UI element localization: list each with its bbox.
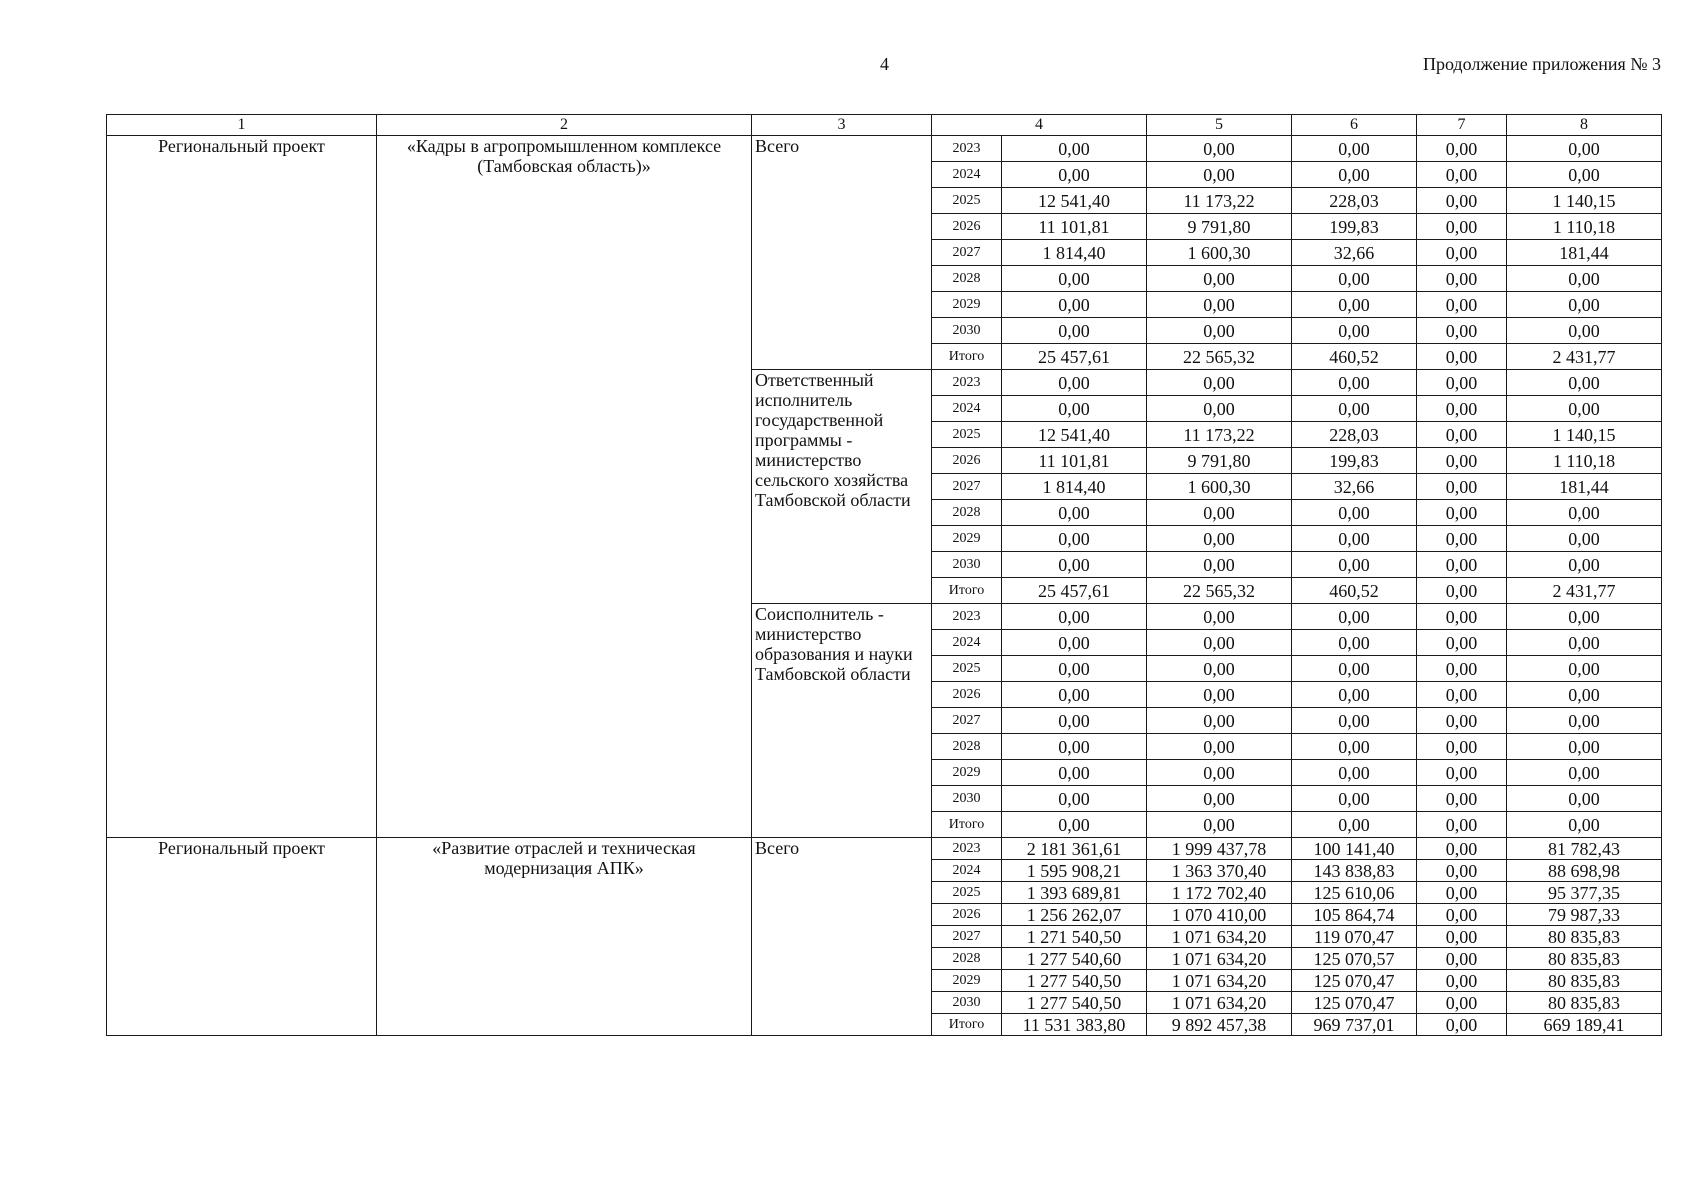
amount-cell: 0,00	[1292, 682, 1417, 708]
amount-cell: 0,00	[1417, 162, 1507, 188]
year-cell: 2028	[932, 948, 1002, 970]
column-number: 7	[1417, 115, 1507, 136]
amount-cell: 0,00	[1002, 136, 1147, 162]
amount-cell: 25 457,61	[1002, 578, 1147, 604]
year-cell: 2024	[932, 396, 1002, 422]
amount-cell: 80 835,83	[1507, 948, 1662, 970]
amount-cell: 1 393 689,81	[1002, 882, 1147, 904]
amount-cell: 0,00	[1002, 292, 1147, 318]
amount-cell: 0,00	[1507, 630, 1662, 656]
year-cell: 2026	[932, 214, 1002, 240]
amount-cell: 0,00	[1147, 526, 1292, 552]
amount-cell: 0,00	[1417, 786, 1507, 812]
amount-cell: 0,00	[1002, 682, 1147, 708]
amount-cell: 0,00	[1507, 682, 1662, 708]
amount-cell: 22 565,32	[1147, 344, 1292, 370]
amount-cell: 0,00	[1417, 760, 1507, 786]
amount-cell: 0,00	[1147, 162, 1292, 188]
year-cell: 2027	[932, 240, 1002, 266]
amount-cell: 12 541,40	[1002, 188, 1147, 214]
amount-cell: 1 110,18	[1507, 448, 1662, 474]
year-cell: 2030	[932, 552, 1002, 578]
amount-cell: 0,00	[1417, 578, 1507, 604]
amount-cell: 1 140,15	[1507, 422, 1662, 448]
amount-cell: 11 173,22	[1147, 422, 1292, 448]
project-name-cell: «Кадры в агропромышленном комплексе (Тамбовская область)»	[377, 136, 752, 838]
amount-cell: 460,52	[1292, 578, 1417, 604]
year-cell: 2030	[932, 992, 1002, 1014]
amount-cell: 80 835,83	[1507, 926, 1662, 948]
amount-cell: 0,00	[1417, 136, 1507, 162]
amount-cell: 0,00	[1417, 734, 1507, 760]
amount-cell: 0,00	[1147, 630, 1292, 656]
year-cell: 2023	[932, 604, 1002, 630]
amount-cell: 0,00	[1292, 760, 1417, 786]
amount-cell: 0,00	[1417, 630, 1507, 656]
amount-cell: 0,00	[1292, 656, 1417, 682]
column-number: 2	[377, 115, 752, 136]
year-cell: 2026	[932, 448, 1002, 474]
amount-cell: 1 071 634,20	[1147, 948, 1292, 970]
amount-cell: 0,00	[1417, 904, 1507, 926]
amount-cell: 79 987,33	[1507, 904, 1662, 926]
amount-cell: 1 814,40	[1002, 474, 1147, 500]
amount-cell: 1 070 410,00	[1147, 904, 1292, 926]
amount-cell: 0,00	[1417, 992, 1507, 1014]
amount-cell: 0,00	[1417, 970, 1507, 992]
amount-cell: 0,00	[1417, 344, 1507, 370]
amount-cell: 1 256 262,07	[1002, 904, 1147, 926]
amount-cell: 0,00	[1292, 318, 1417, 344]
amount-cell: 11 531 383,80	[1002, 1014, 1147, 1036]
amount-cell: 12 541,40	[1002, 422, 1147, 448]
amount-cell: 0,00	[1002, 266, 1147, 292]
year-cell: 2023	[932, 136, 1002, 162]
amount-cell: 0,00	[1147, 604, 1292, 630]
amount-cell: 0,00	[1417, 838, 1507, 860]
amount-cell: 0,00	[1507, 266, 1662, 292]
year-cell: 2024	[932, 162, 1002, 188]
amount-cell: 0,00	[1507, 760, 1662, 786]
amount-cell: 0,00	[1292, 708, 1417, 734]
amount-cell: 1 600,30	[1147, 240, 1292, 266]
column-number-row	[107, 115, 1662, 136]
amount-cell: 0,00	[1507, 162, 1662, 188]
amount-cell: 80 835,83	[1507, 992, 1662, 1014]
year-cell: 2025	[932, 656, 1002, 682]
amount-cell: 0,00	[1292, 162, 1417, 188]
amount-cell: 0,00	[1417, 318, 1507, 344]
amount-cell: 1 277 540,50	[1002, 992, 1147, 1014]
amount-cell: 0,00	[1147, 396, 1292, 422]
year-cell: 2025	[932, 882, 1002, 904]
amount-cell: 0,00	[1507, 318, 1662, 344]
amount-cell: 2 431,77	[1507, 344, 1662, 370]
amount-cell: 0,00	[1147, 786, 1292, 812]
amount-cell: 32,66	[1292, 474, 1417, 500]
budget-table	[106, 114, 1662, 1036]
amount-cell: 119 070,47	[1292, 926, 1417, 948]
amount-cell: 0,00	[1417, 604, 1507, 630]
amount-cell: 0,00	[1147, 708, 1292, 734]
amount-cell: 0,00	[1002, 604, 1147, 630]
amount-cell: 1 172 702,40	[1147, 882, 1292, 904]
amount-cell: 1 277 540,50	[1002, 970, 1147, 992]
amount-cell: 0,00	[1147, 136, 1292, 162]
amount-cell: 105 864,74	[1292, 904, 1417, 926]
year-cell: 2027	[932, 708, 1002, 734]
amount-cell: 0,00	[1147, 266, 1292, 292]
amount-cell: 0,00	[1147, 370, 1292, 396]
amount-cell: 1 595 908,21	[1002, 860, 1147, 882]
column-number: 3	[752, 115, 932, 136]
amount-cell: 228,03	[1292, 188, 1417, 214]
amount-cell: 0,00	[1292, 526, 1417, 552]
year-cell: 2029	[932, 970, 1002, 992]
amount-cell: 9 791,80	[1147, 214, 1292, 240]
amount-cell: 125 070,47	[1292, 970, 1417, 992]
amount-cell: 88 698,98	[1507, 860, 1662, 882]
amount-cell: 0,00	[1417, 240, 1507, 266]
year-cell: 2023	[932, 838, 1002, 860]
amount-cell: 2 431,77	[1507, 578, 1662, 604]
amount-cell: 0,00	[1417, 526, 1507, 552]
amount-cell: 0,00	[1002, 552, 1147, 578]
amount-cell: 32,66	[1292, 240, 1417, 266]
amount-cell: 0,00	[1417, 552, 1507, 578]
amount-cell: 460,52	[1292, 344, 1417, 370]
amount-cell: 2 181 361,61	[1002, 838, 1147, 860]
year-cell: 2026	[932, 682, 1002, 708]
amount-cell: 1 277 540,60	[1002, 948, 1147, 970]
year-cell: 2030	[932, 786, 1002, 812]
amount-cell: 9 892 457,38	[1147, 1014, 1292, 1036]
amount-cell: 0,00	[1507, 292, 1662, 318]
amount-cell: 1 814,40	[1002, 240, 1147, 266]
amount-cell: 0,00	[1507, 786, 1662, 812]
amount-cell: 0,00	[1417, 396, 1507, 422]
amount-cell: 0,00	[1507, 500, 1662, 526]
amount-cell: 11 101,81	[1002, 448, 1147, 474]
amount-cell: 0,00	[1417, 188, 1507, 214]
amount-cell: 0,00	[1147, 500, 1292, 526]
year-cell: 2023	[932, 370, 1002, 396]
amount-cell: 1 363 370,40	[1147, 860, 1292, 882]
amount-cell: 0,00	[1417, 682, 1507, 708]
amount-cell: 125 070,57	[1292, 948, 1417, 970]
table-header	[107, 115, 1662, 136]
amount-cell: 125 070,47	[1292, 992, 1417, 1014]
amount-cell: 0,00	[1417, 1014, 1507, 1036]
amount-cell: 0,00	[1417, 656, 1507, 682]
amount-cell: 0,00	[1417, 370, 1507, 396]
year-cell: Итого	[932, 812, 1002, 838]
amount-cell: 0,00	[1507, 526, 1662, 552]
project-type-cell: Региональный проект	[107, 136, 377, 838]
amount-cell: 1 110,18	[1507, 214, 1662, 240]
amount-cell: 25 457,61	[1002, 344, 1147, 370]
amount-cell: 181,44	[1507, 240, 1662, 266]
executor-cell: Всего	[752, 136, 932, 370]
table-body	[107, 136, 1662, 1036]
amount-cell: 1 071 634,20	[1147, 970, 1292, 992]
year-cell: 2029	[932, 292, 1002, 318]
amount-cell: 0,00	[1507, 370, 1662, 396]
amount-cell: 0,00	[1292, 812, 1417, 838]
amount-cell: 1 600,30	[1147, 474, 1292, 500]
amount-cell: 0,00	[1417, 708, 1507, 734]
amount-cell: 0,00	[1292, 552, 1417, 578]
amount-cell: 1 999 437,78	[1147, 838, 1292, 860]
appendix-caption: Продолжение приложения № 3	[1422, 54, 1661, 74]
amount-cell: 0,00	[1417, 812, 1507, 838]
amount-cell: 0,00	[1417, 292, 1507, 318]
amount-cell: 0,00	[1002, 318, 1147, 344]
year-cell: 2029	[932, 760, 1002, 786]
year-cell: Итого	[932, 344, 1002, 370]
year-cell: 2029	[932, 526, 1002, 552]
year-cell: 2028	[932, 734, 1002, 760]
column-number: 1	[107, 115, 377, 136]
amount-cell: 0,00	[1417, 214, 1507, 240]
amount-cell: 11 173,22	[1147, 188, 1292, 214]
amount-cell: 0,00	[1147, 292, 1292, 318]
column-number: 8	[1507, 115, 1662, 136]
amount-cell: 11 101,81	[1002, 214, 1147, 240]
amount-cell: 0,00	[1417, 474, 1507, 500]
amount-cell: 22 565,32	[1147, 578, 1292, 604]
amount-cell: 80 835,83	[1507, 970, 1662, 992]
amount-cell: 1 071 634,20	[1147, 926, 1292, 948]
executor-cell: Соисполнитель - министерство образования и науки Тамбовской области	[752, 604, 932, 838]
amount-cell: 969 737,01	[1292, 1014, 1417, 1036]
amount-cell: 0,00	[1002, 812, 1147, 838]
year-cell: 2026	[932, 904, 1002, 926]
amount-cell: 0,00	[1002, 708, 1147, 734]
column-number: 5	[1147, 115, 1292, 136]
amount-cell: 0,00	[1292, 292, 1417, 318]
amount-cell: 0,00	[1417, 422, 1507, 448]
amount-cell: 0,00	[1002, 760, 1147, 786]
amount-cell: 0,00	[1417, 926, 1507, 948]
year-cell: 2025	[932, 188, 1002, 214]
column-number: 4	[932, 115, 1147, 136]
project-name-cell: «Развитие отраслей и техническая модернизация АПК»	[377, 838, 752, 1036]
amount-cell: 0,00	[1507, 812, 1662, 838]
column-number: 6	[1292, 115, 1417, 136]
amount-cell: 0,00	[1002, 786, 1147, 812]
amount-cell: 228,03	[1292, 422, 1417, 448]
table-row	[107, 838, 1662, 860]
amount-cell: 0,00	[1147, 318, 1292, 344]
amount-cell: 0,00	[1292, 266, 1417, 292]
amount-cell: 0,00	[1147, 812, 1292, 838]
amount-cell: 0,00	[1417, 860, 1507, 882]
page-number: 4	[880, 54, 889, 74]
year-cell: 2027	[932, 926, 1002, 948]
amount-cell: 0,00	[1507, 552, 1662, 578]
amount-cell: 0,00	[1147, 734, 1292, 760]
project-type-cell: Региональный проект	[107, 838, 377, 1036]
amount-cell: 0,00	[1417, 448, 1507, 474]
amount-cell: 669 189,41	[1507, 1014, 1662, 1036]
amount-cell: 199,83	[1292, 448, 1417, 474]
amount-cell: 0,00	[1002, 526, 1147, 552]
year-cell: 2025	[932, 422, 1002, 448]
amount-cell: 0,00	[1507, 708, 1662, 734]
executor-cell: Ответственный исполнитель государственной программы - министерство сельского хозяйства Тамбовской области	[752, 370, 932, 604]
amount-cell: 0,00	[1002, 500, 1147, 526]
year-cell: 2024	[932, 860, 1002, 882]
amount-cell: 0,00	[1292, 734, 1417, 760]
amount-cell: 0,00	[1292, 500, 1417, 526]
amount-cell: 181,44	[1507, 474, 1662, 500]
year-cell: 2028	[932, 266, 1002, 292]
year-cell: 2030	[932, 318, 1002, 344]
year-cell: 2027	[932, 474, 1002, 500]
amount-cell: 0,00	[1292, 604, 1417, 630]
amount-cell: 100 141,40	[1292, 838, 1417, 860]
table-row	[107, 136, 1662, 162]
amount-cell: 0,00	[1002, 734, 1147, 760]
amount-cell: 0,00	[1002, 370, 1147, 396]
amount-cell: 0,00	[1147, 552, 1292, 578]
amount-cell: 0,00	[1417, 266, 1507, 292]
amount-cell: 1 071 634,20	[1147, 992, 1292, 1014]
amount-cell: 0,00	[1292, 370, 1417, 396]
amount-cell: 0,00	[1507, 604, 1662, 630]
amount-cell: 199,83	[1292, 214, 1417, 240]
amount-cell: 0,00	[1002, 656, 1147, 682]
amount-cell: 0,00	[1147, 682, 1292, 708]
amount-cell: 0,00	[1507, 656, 1662, 682]
amount-cell: 0,00	[1292, 630, 1417, 656]
amount-cell: 125 610,06	[1292, 882, 1417, 904]
amount-cell: 0,00	[1002, 396, 1147, 422]
year-cell: 2028	[932, 500, 1002, 526]
executor-cell: Всего	[752, 838, 932, 1036]
amount-cell: 95 377,35	[1507, 882, 1662, 904]
amount-cell: 0,00	[1507, 396, 1662, 422]
amount-cell: 81 782,43	[1507, 838, 1662, 860]
amount-cell: 0,00	[1507, 734, 1662, 760]
amount-cell: 0,00	[1292, 136, 1417, 162]
amount-cell: 0,00	[1507, 136, 1662, 162]
amount-cell: 1 140,15	[1507, 188, 1662, 214]
amount-cell: 9 791,80	[1147, 448, 1292, 474]
amount-cell: 0,00	[1002, 162, 1147, 188]
amount-cell: 0,00	[1417, 948, 1507, 970]
amount-cell: 0,00	[1292, 786, 1417, 812]
year-cell: 2024	[932, 630, 1002, 656]
amount-cell: 0,00	[1292, 396, 1417, 422]
amount-cell: 1 271 540,50	[1002, 926, 1147, 948]
year-cell: Итого	[932, 578, 1002, 604]
amount-cell: 143 838,83	[1292, 860, 1417, 882]
amount-cell: 0,00	[1417, 500, 1507, 526]
amount-cell: 0,00	[1417, 882, 1507, 904]
amount-cell: 0,00	[1147, 760, 1292, 786]
amount-cell: 0,00	[1147, 656, 1292, 682]
year-cell: Итого	[932, 1014, 1002, 1036]
amount-cell: 0,00	[1002, 630, 1147, 656]
